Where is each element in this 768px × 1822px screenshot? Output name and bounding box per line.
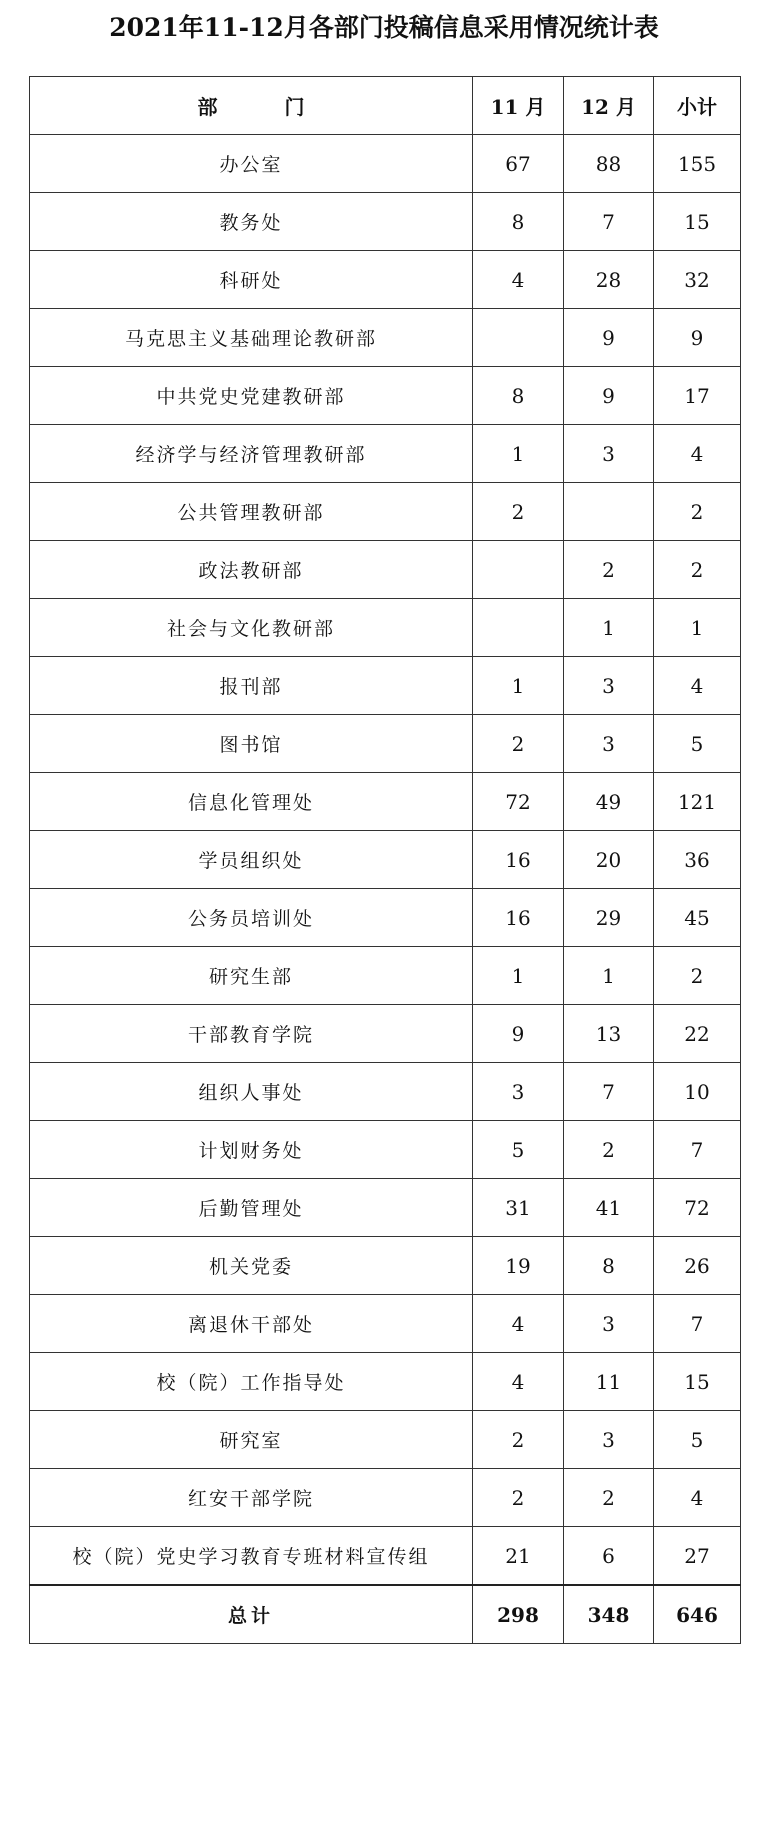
cell-december: 2 [564, 541, 654, 599]
cell-november: 4 [473, 251, 564, 309]
cell-subtotal: 5 [654, 715, 741, 773]
cell-december: 9 [564, 367, 654, 425]
header-department: 部 门 [30, 77, 473, 135]
cell-subtotal: 7 [654, 1295, 741, 1353]
cell-subtotal: 2 [654, 483, 741, 541]
total-december: 348 [564, 1585, 654, 1644]
cell-november: 16 [473, 831, 564, 889]
cell-subtotal: 45 [654, 889, 741, 947]
cell-november: 8 [473, 193, 564, 251]
cell-subtotal: 7 [654, 1121, 741, 1179]
cell-subtotal: 17 [654, 367, 741, 425]
cell-subtotal: 10 [654, 1063, 741, 1121]
cell-november: 1 [473, 947, 564, 1005]
cell-december: 88 [564, 135, 654, 193]
cell-subtotal: 36 [654, 831, 741, 889]
cell-december: 20 [564, 831, 654, 889]
cell-subtotal: 72 [654, 1179, 741, 1237]
cell-subtotal: 2 [654, 947, 741, 1005]
cell-subtotal: 4 [654, 1469, 741, 1527]
cell-november: 2 [473, 1469, 564, 1527]
cell-december: 28 [564, 251, 654, 309]
table-row [30, 483, 741, 541]
cell-department: 组织人事处 [30, 1063, 473, 1121]
cell-department: 干部教育学院 [30, 1005, 473, 1063]
cell-department: 公务员培训处 [30, 889, 473, 947]
cell-department: 红安干部学院 [30, 1469, 473, 1527]
cell-december: 1 [564, 947, 654, 1005]
cell-november: 1 [473, 425, 564, 483]
cell-subtotal: 27 [654, 1527, 741, 1586]
table-row [30, 135, 741, 193]
cell-department: 学员组织处 [30, 831, 473, 889]
cell-november: 4 [473, 1295, 564, 1353]
cell-december: 11 [564, 1353, 654, 1411]
cell-november [473, 599, 564, 657]
table-row [30, 1411, 741, 1469]
cell-department: 后勤管理处 [30, 1179, 473, 1237]
cell-department: 计划财务处 [30, 1121, 473, 1179]
cell-department: 校（院）党史学习教育专班材料宣传组 [30, 1527, 473, 1586]
header-december: 12 月 [564, 77, 654, 135]
total-november: 298 [473, 1585, 564, 1644]
cell-department: 政法教研部 [30, 541, 473, 599]
cell-december: 3 [564, 715, 654, 773]
cell-december: 3 [564, 657, 654, 715]
table-row [30, 1121, 741, 1179]
cell-november: 2 [473, 483, 564, 541]
table-row [30, 773, 741, 831]
cell-department: 科研处 [30, 251, 473, 309]
table-row [30, 367, 741, 425]
cell-december: 13 [564, 1005, 654, 1063]
cell-december: 1 [564, 599, 654, 657]
cell-november: 8 [473, 367, 564, 425]
cell-november: 2 [473, 1411, 564, 1469]
cell-subtotal: 15 [654, 193, 741, 251]
cell-subtotal: 1 [654, 599, 741, 657]
cell-november: 16 [473, 889, 564, 947]
table-row [30, 1005, 741, 1063]
cell-department: 经济学与经济管理教研部 [30, 425, 473, 483]
cell-december: 29 [564, 889, 654, 947]
cell-subtotal: 4 [654, 657, 741, 715]
table-row [30, 1179, 741, 1237]
header-november: 11 月 [473, 77, 564, 135]
cell-department: 报刊部 [30, 657, 473, 715]
page-title: 2021年11-12月各部门投稿信息采用情况统计表 [109, 13, 659, 42]
table-row [30, 599, 741, 657]
total-subtotal: 646 [654, 1585, 741, 1644]
statistics-table [29, 76, 741, 1644]
cell-november: 19 [473, 1237, 564, 1295]
cell-subtotal: 5 [654, 1411, 741, 1469]
cell-department: 图书馆 [30, 715, 473, 773]
table-header-row [30, 77, 741, 135]
table-row [30, 1237, 741, 1295]
table-row [30, 1353, 741, 1411]
cell-november [473, 541, 564, 599]
cell-november: 5 [473, 1121, 564, 1179]
cell-december: 7 [564, 193, 654, 251]
cell-november: 72 [473, 773, 564, 831]
cell-november: 31 [473, 1179, 564, 1237]
cell-december: 2 [564, 1121, 654, 1179]
total-label: 总计 [30, 1585, 473, 1644]
cell-december: 2 [564, 1469, 654, 1527]
cell-department: 离退休干部处 [30, 1295, 473, 1353]
header-subtotal: 小计 [654, 77, 741, 135]
cell-subtotal: 22 [654, 1005, 741, 1063]
cell-subtotal: 26 [654, 1237, 741, 1295]
cell-subtotal: 15 [654, 1353, 741, 1411]
table-row [30, 947, 741, 1005]
cell-november: 9 [473, 1005, 564, 1063]
table-row [30, 541, 741, 599]
cell-december: 3 [564, 1295, 654, 1353]
cell-subtotal: 4 [654, 425, 741, 483]
cell-november: 21 [473, 1527, 564, 1586]
cell-december: 7 [564, 1063, 654, 1121]
cell-december: 3 [564, 425, 654, 483]
cell-december [564, 483, 654, 541]
cell-subtotal: 121 [654, 773, 741, 831]
cell-department: 研究室 [30, 1411, 473, 1469]
table-row [30, 1469, 741, 1527]
cell-december: 41 [564, 1179, 654, 1237]
cell-department: 中共党史党建教研部 [30, 367, 473, 425]
cell-department: 研究生部 [30, 947, 473, 1005]
cell-subtotal: 155 [654, 135, 741, 193]
cell-november: 67 [473, 135, 564, 193]
cell-department: 社会与文化教研部 [30, 599, 473, 657]
cell-subtotal: 2 [654, 541, 741, 599]
cell-november [473, 309, 564, 367]
cell-november: 4 [473, 1353, 564, 1411]
cell-subtotal: 9 [654, 309, 741, 367]
total-row [30, 1585, 741, 1644]
cell-december: 9 [564, 309, 654, 367]
cell-department: 公共管理教研部 [30, 483, 473, 541]
cell-december: 8 [564, 1237, 654, 1295]
cell-department: 教务处 [30, 193, 473, 251]
table-row [30, 831, 741, 889]
cell-subtotal: 32 [654, 251, 741, 309]
cell-november: 2 [473, 715, 564, 773]
table-row [30, 309, 741, 367]
table-row [30, 889, 741, 947]
cell-department: 办公室 [30, 135, 473, 193]
table-row [30, 425, 741, 483]
cell-department: 校（院）工作指导处 [30, 1353, 473, 1411]
cell-department: 信息化管理处 [30, 773, 473, 831]
table-row [30, 1295, 741, 1353]
table-row [30, 715, 741, 773]
cell-december: 49 [564, 773, 654, 831]
cell-november: 3 [473, 1063, 564, 1121]
cell-department: 马克思主义基础理论教研部 [30, 309, 473, 367]
table-row [30, 1527, 741, 1586]
cell-november: 1 [473, 657, 564, 715]
table-row [30, 251, 741, 309]
cell-december: 3 [564, 1411, 654, 1469]
cell-december: 6 [564, 1527, 654, 1586]
cell-department: 机关党委 [30, 1237, 473, 1295]
table-row [30, 1063, 741, 1121]
table-row [30, 657, 741, 715]
table-row [30, 193, 741, 251]
